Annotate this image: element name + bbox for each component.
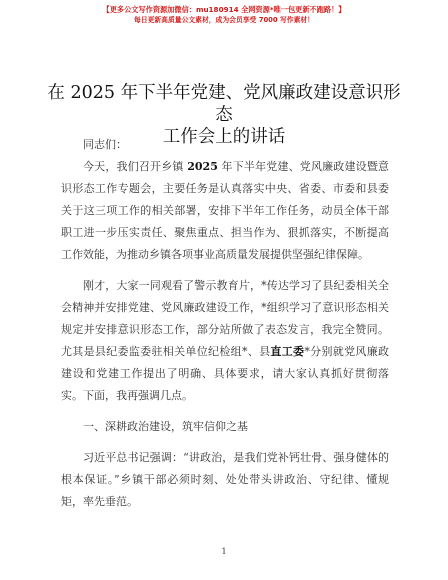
- document-body: [61, 134, 389, 513]
- paragraph-opening: [61, 156, 389, 266]
- promo-banner-line-1: 【更多公文写作资源加微信：mu180914 全网资源*唯一包更新不跑路！】: [102, 5, 346, 14]
- paragraph-opening-text-a: 今天，我们召开乡镇: [83, 160, 188, 173]
- paragraph-review-emphasis: 直工委: [270, 345, 305, 358]
- promo-banner-line-2: 每日更新高质量公文素材，成为会员享受 7000 写作素材！: [134, 16, 314, 24]
- paragraph-review: [61, 275, 389, 407]
- paragraph-opening-text-b: 年下半年党建、党风廉政建设暨意识形态工作专题会，主要任务是认真落实中央、省委、市委和县委关于这三项工作的相关部署，安排下半年工作任务，动员全体干部职工进一步压实责任、聚焦重点、担当作为、狠抓落实，不断提高工作效能，为推动乡镇各项事业高质量发展提供坚强纪律保障。: [61, 160, 389, 261]
- page-number: 1: [221, 547, 227, 556]
- salutation: 同志们：: [83, 138, 127, 151]
- document-title-line-1: 在 2025 年下半年党建、党风廉政建设意识形态: [47, 83, 401, 125]
- paragraph-opening-year: 2025: [187, 160, 218, 173]
- section-heading-1: 一、深耕政治建设，筑牢信仰之基: [83, 420, 248, 433]
- document-title-line-2: 工作会上的讲话: [162, 127, 286, 147]
- promo-banner: [0, 4, 448, 26]
- paragraph-review-text-b: *分别就党风廉政建设和党建工作提出了明确、具体要求，请大家认真抓好贯彻落实。下面，我再强调几点。: [61, 345, 390, 402]
- paragraph-review-text-a: 刚才，大家一同观看了警示教育片，*传达学习了县纪委相关全会精神并安排党建、党风廉政建设工作，*组织学习了意识形态相关规定并安排意识形态工作，部分站所做了表态发言，我完全赞同。尤其是县纪委监委驻相关单位纪检组*、县: [61, 279, 389, 358]
- paragraph-political-building: 习近平总书记强调：“讲政治，是我们党补钙壮骨、强身健体的根本保证。”乡镇干部必须时刻、处处带头讲政治、守纪律、懂规矩，率先垂范。: [61, 451, 389, 508]
